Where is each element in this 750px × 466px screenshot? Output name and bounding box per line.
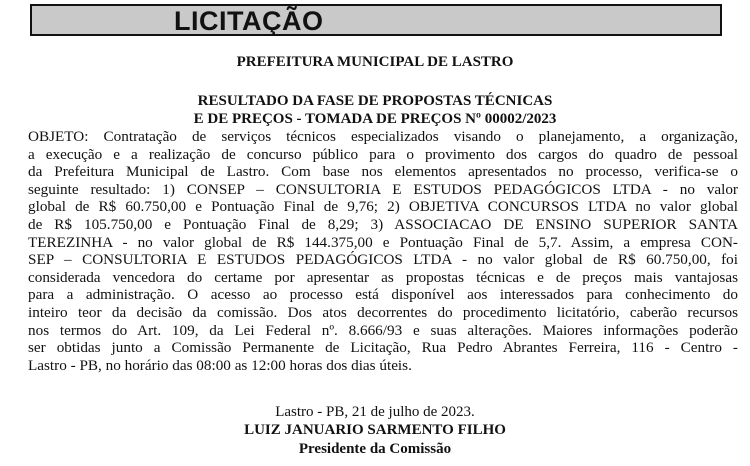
organization-name: PREFEITURA MUNICIPAL DE LASTRO	[236, 54, 514, 70]
body-line: seguinte resultado: 1) CONSEP – CONSULTORIA E ESTUDOS PEDAGÓGICOS LTDA - no valor	[28, 180, 738, 198]
body-line: TEREZINHA - no valor global de R$ 144.375,00 e Pontuação Final de 5,7. Assim, a empresa CON-	[28, 233, 738, 251]
section-header-bar	[30, 4, 722, 36]
section-title: LICITAÇÃO	[174, 6, 324, 36]
body-line: SEP – CONSULTORIA E ESTUDOS PEDAGÓGICOS LTDA - no valor global de R$ 60.750,00, foi	[28, 251, 738, 269]
date-line: Lastro - PB, 21 de julho de 2023.	[275, 404, 475, 420]
body-line: a execução e a realização de concurso público para o provimento dos cargos do quadro de pessoal	[28, 145, 738, 163]
body-line: OBJETO: Contratação de serviços técnicos especializados visando o planejamento, a organização,	[28, 128, 738, 145]
notice-title-line-2: E DE PREÇOS - TOMADA DE PREÇOS Nº 00002/2023	[193, 111, 557, 127]
body-line: inteiro teor da decisão da comissão. Dos atos decorrentes do procedimento licitatório, caberão recursos	[28, 303, 738, 321]
body-line: global de R$ 60.750,00 e Pontuação Final de 9,76; 2) OBJETIVA CONCURSOS LTDA no valor global	[28, 198, 738, 216]
notice-body	[28, 128, 738, 374]
body-line: ser obtidas junto a Comissão Permanente de Licitação, Rua Pedro Abrantes Ferreira, 116 - Centro -	[28, 339, 738, 357]
body-line: nos termos do Art. 109, da Lei Federal nº. 8.666/93 e suas alterações. Maiores informações poderão	[28, 321, 738, 339]
body-line: da Prefeitura Municipal de Lastro. Com base nos elementos apresentados no processo, verifica-se o	[28, 163, 738, 181]
body-line: Lastro - PB, no horário das 08:00 as 12:00 horas dos dias úteis.	[28, 356, 412, 374]
body-line: para a administração. O acesso ao processo está disponível aos interessados para conhecimento do	[28, 286, 738, 304]
signatory-name: LUIZ JANUARIO SARMENTO FILHO	[244, 422, 506, 438]
notice-title-line-1: RESULTADO DA FASE DE PROPOSTAS TÉCNICAS	[197, 93, 553, 109]
signatory-role: Presidente da Comissão	[298, 441, 452, 457]
body-line: considerada vencedora do certame por apresentar as propostas técnicas e de preços mais vantajosas	[28, 268, 738, 286]
body-line: de R$ 105.750,00 e Pontuação Final de 8,29; 3) ASSOCIACAO DE ENSINO SUPERIOR SANTA	[28, 215, 738, 233]
